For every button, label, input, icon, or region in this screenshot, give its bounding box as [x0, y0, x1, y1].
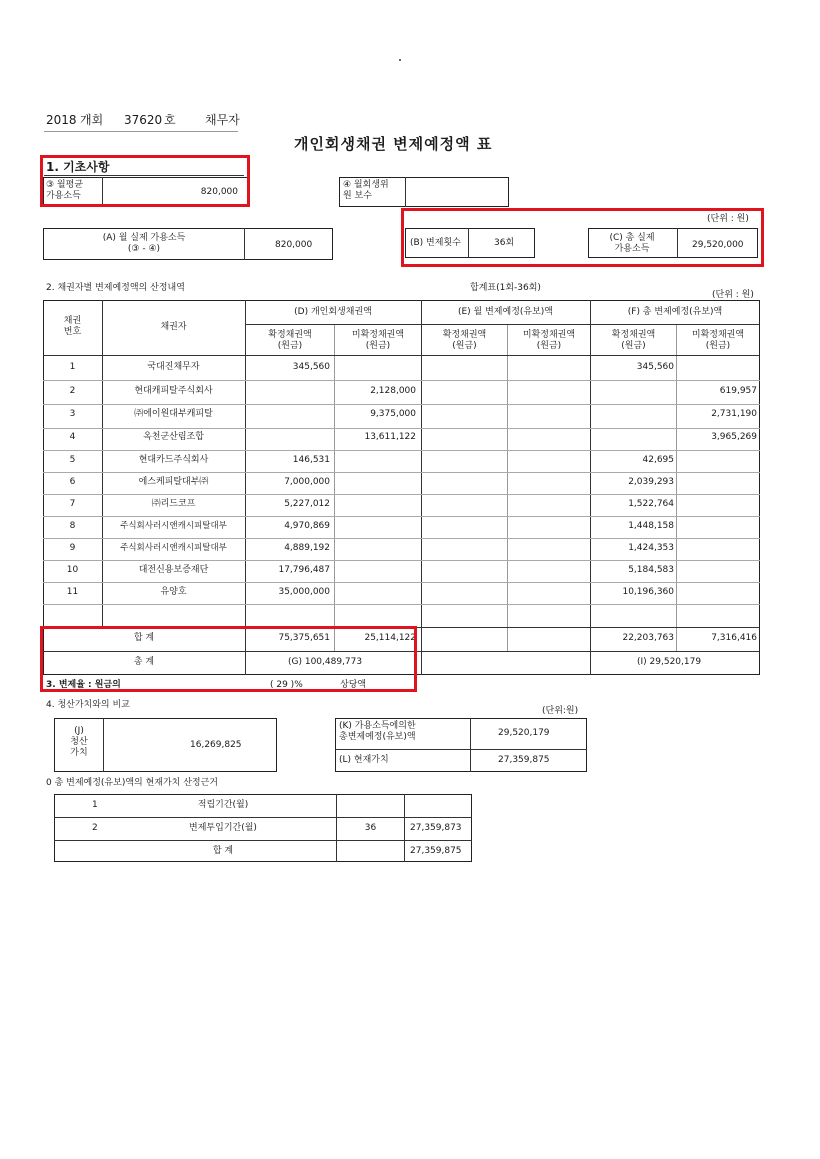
pv-sum-label: 합 계 [212, 846, 234, 856]
actual-income-label: (A) 월 실제 가용소득 (③ - ④) [102, 233, 186, 254]
section4-heading: 4. 청산가치와의 비교 [46, 700, 130, 710]
row-f-confirmed: 1,448,158 [628, 521, 674, 531]
page-title: 개인회생채권 변제예정액 표 [294, 135, 493, 153]
col-no-header: 채권 번호 [63, 316, 82, 337]
scan-speck [399, 59, 401, 61]
section1-heading: 1. 기초사항 [46, 160, 110, 174]
row-f-confirmed: 10,196,360 [622, 587, 674, 597]
l-label: (L) 현재가치 [339, 755, 389, 765]
row-creditor: 국대진채무자 [147, 362, 200, 372]
section5-heading: 0 총 변제예정(유보)액의 현재가치 산정근거 [46, 778, 218, 788]
row-f-unconfirmed: 2,731,190 [711, 409, 757, 419]
header-case-unit: 호 [164, 113, 176, 127]
row-label: 적립기간(월) [197, 800, 249, 810]
header-case-type: 개회 [80, 113, 104, 127]
row-creditor: 현대카드주식회사 [138, 455, 209, 465]
liquidation-value-label: (J) 청산 가치 [70, 726, 88, 758]
row-d-confirmed: 345,560 [292, 362, 330, 372]
row-d-confirmed: 7,000,000 [284, 477, 330, 487]
repayment-rate-suffix: 상당액 [340, 680, 367, 690]
header-year: 2018 [46, 113, 77, 127]
total-label: 총 계 [133, 657, 155, 667]
row-creditor: ㈜리드코프 [151, 499, 196, 509]
sum-f-unconfirmed: 7,316,416 [711, 633, 757, 643]
pv-sum-value: 27,359,875 [410, 846, 462, 856]
row-d-unconfirmed: 2,128,000 [370, 386, 416, 396]
monthly-avg-income-value: 820,000 [200, 187, 238, 197]
row-no: 7 [69, 499, 76, 509]
col-creditor-header: 채권자 [160, 322, 187, 332]
row-creditor: ㈜에이원대부캐피탈 [134, 409, 213, 419]
row-creditor: 유양호 [160, 587, 187, 597]
row-creditor: 현대캐피탈주식회사 [134, 386, 213, 396]
row-no: 11 [66, 587, 79, 597]
row-creditor: 주식회사러시앤캐시피탈대부 [120, 543, 227, 553]
row-f-confirmed: 5,184,583 [628, 565, 674, 575]
col-e-unconfirmed: 미확정채권액 (원금) [522, 330, 576, 351]
row-no: 8 [69, 521, 76, 531]
sum-d-confirmed: 75,375,651 [278, 633, 330, 643]
living-cost-label: ④ 월회생위 원 보수 [343, 180, 389, 201]
col-f-unconfirmed: 미확정채권액 (원금) [691, 330, 745, 351]
row-d-confirmed: 4,970,869 [284, 521, 330, 531]
highlight-basic-info [40, 155, 250, 207]
col-f-confirmed: 확정채권액 (원금) [611, 330, 656, 351]
total-income-label: (C) 총 실제 가용소득 [609, 233, 655, 254]
col-d-unconfirmed: 미확정채권액 (원금) [351, 330, 405, 351]
highlight-income-summary [401, 208, 764, 267]
row-no: 6 [69, 477, 76, 487]
header-case-no: 37620 [124, 113, 163, 127]
l-value: 27,359,875 [498, 755, 550, 765]
liquidation-value: 16,269,825 [190, 740, 242, 750]
row-no: 2 [92, 823, 98, 833]
row-f-confirmed: 1,424,353 [628, 543, 674, 553]
section4-unit-note: (단위:원) [542, 706, 579, 716]
col-f-header: (F) 총 변제예정(유보)액 [627, 307, 723, 317]
row-creditor: 옥천군산림조합 [143, 432, 204, 442]
row-label: 변제투입기간(월) [189, 823, 257, 833]
sum-d-unconfirmed: 25,114,122 [364, 633, 416, 643]
col-d-header: (D) 개인회생채권액 [294, 307, 372, 317]
row-d-confirmed: 4,889,192 [284, 543, 330, 553]
row-f-confirmed: 42,695 [642, 455, 674, 465]
row-months: 36 [364, 823, 377, 833]
total-i: (I) 29,520,179 [637, 657, 702, 667]
section1-unit-note: (단위 : 원) [707, 214, 749, 224]
payment-count-value: 36회 [494, 238, 515, 248]
payment-count-label: (B) 변제횟수 [410, 238, 461, 248]
row-f-confirmed: 2,039,293 [628, 477, 674, 487]
row-no: 3 [69, 409, 76, 419]
highlight-totals [40, 626, 417, 692]
total-income-value: 29,520,000 [692, 240, 744, 250]
section2-subtitle: 합계표(1회-36회) [470, 283, 541, 293]
row-f-unconfirmed: 619,957 [719, 386, 757, 396]
row-f-unconfirmed: 3,965,269 [711, 432, 757, 442]
row-d-confirmed: 17,796,487 [278, 565, 330, 575]
sum-label: 합 계 [133, 633, 155, 643]
row-creditor: 대전신용보증재단 [138, 565, 209, 575]
repayment-rate-label: 3. 변제율 : 원금의 [46, 680, 121, 690]
row-d-unconfirmed: 9,375,000 [370, 409, 416, 419]
col-e-confirmed: 확정채권액 (원금) [442, 330, 487, 351]
row-d-confirmed: 35,000,000 [278, 587, 330, 597]
repayment-rate-value: ( 29 )% [270, 680, 303, 690]
k-label: (K) 가용소득에의한 총변제예정(유보)액 [339, 721, 416, 742]
row-no: 10 [66, 565, 79, 575]
header-party: 채무자 [205, 113, 240, 127]
col-d-confirmed: 확정채권액 (원금) [268, 330, 312, 351]
k-value: 29,520,179 [498, 728, 550, 738]
row-d-confirmed: 5,227,012 [284, 499, 330, 509]
row-creditor: 에스케피탈대부㈜ [138, 477, 209, 487]
row-creditor: 주식회사러시앤캐시피탈대부 [120, 521, 227, 531]
row-f-confirmed: 345,560 [636, 362, 674, 372]
sum-f-confirmed: 22,203,763 [622, 633, 674, 643]
row-value: 27,359,873 [410, 823, 462, 833]
row-no: 1 [69, 362, 76, 372]
section2-unit-note: (단위 : 원) [712, 290, 754, 300]
row-no: 9 [69, 543, 76, 553]
col-e-header: (E) 월 변제예정(유보)액 [457, 307, 553, 317]
row-d-unconfirmed: 13,611,122 [364, 432, 416, 442]
row-no: 1 [92, 800, 98, 810]
section2-heading: 2. 채권자별 변제예정액의 산정내역 [46, 283, 185, 293]
row-no: 4 [69, 432, 76, 442]
actual-income-value: 820,000 [275, 240, 313, 250]
row-no: 2 [69, 386, 76, 396]
row-no: 5 [69, 455, 76, 465]
row-d-confirmed: 146,531 [292, 455, 330, 465]
total-g: (G) 100,489,773 [288, 657, 363, 667]
monthly-avg-income-label: ③ 월평균 가용소득 [46, 180, 84, 201]
row-f-confirmed: 1,522,764 [628, 499, 674, 509]
